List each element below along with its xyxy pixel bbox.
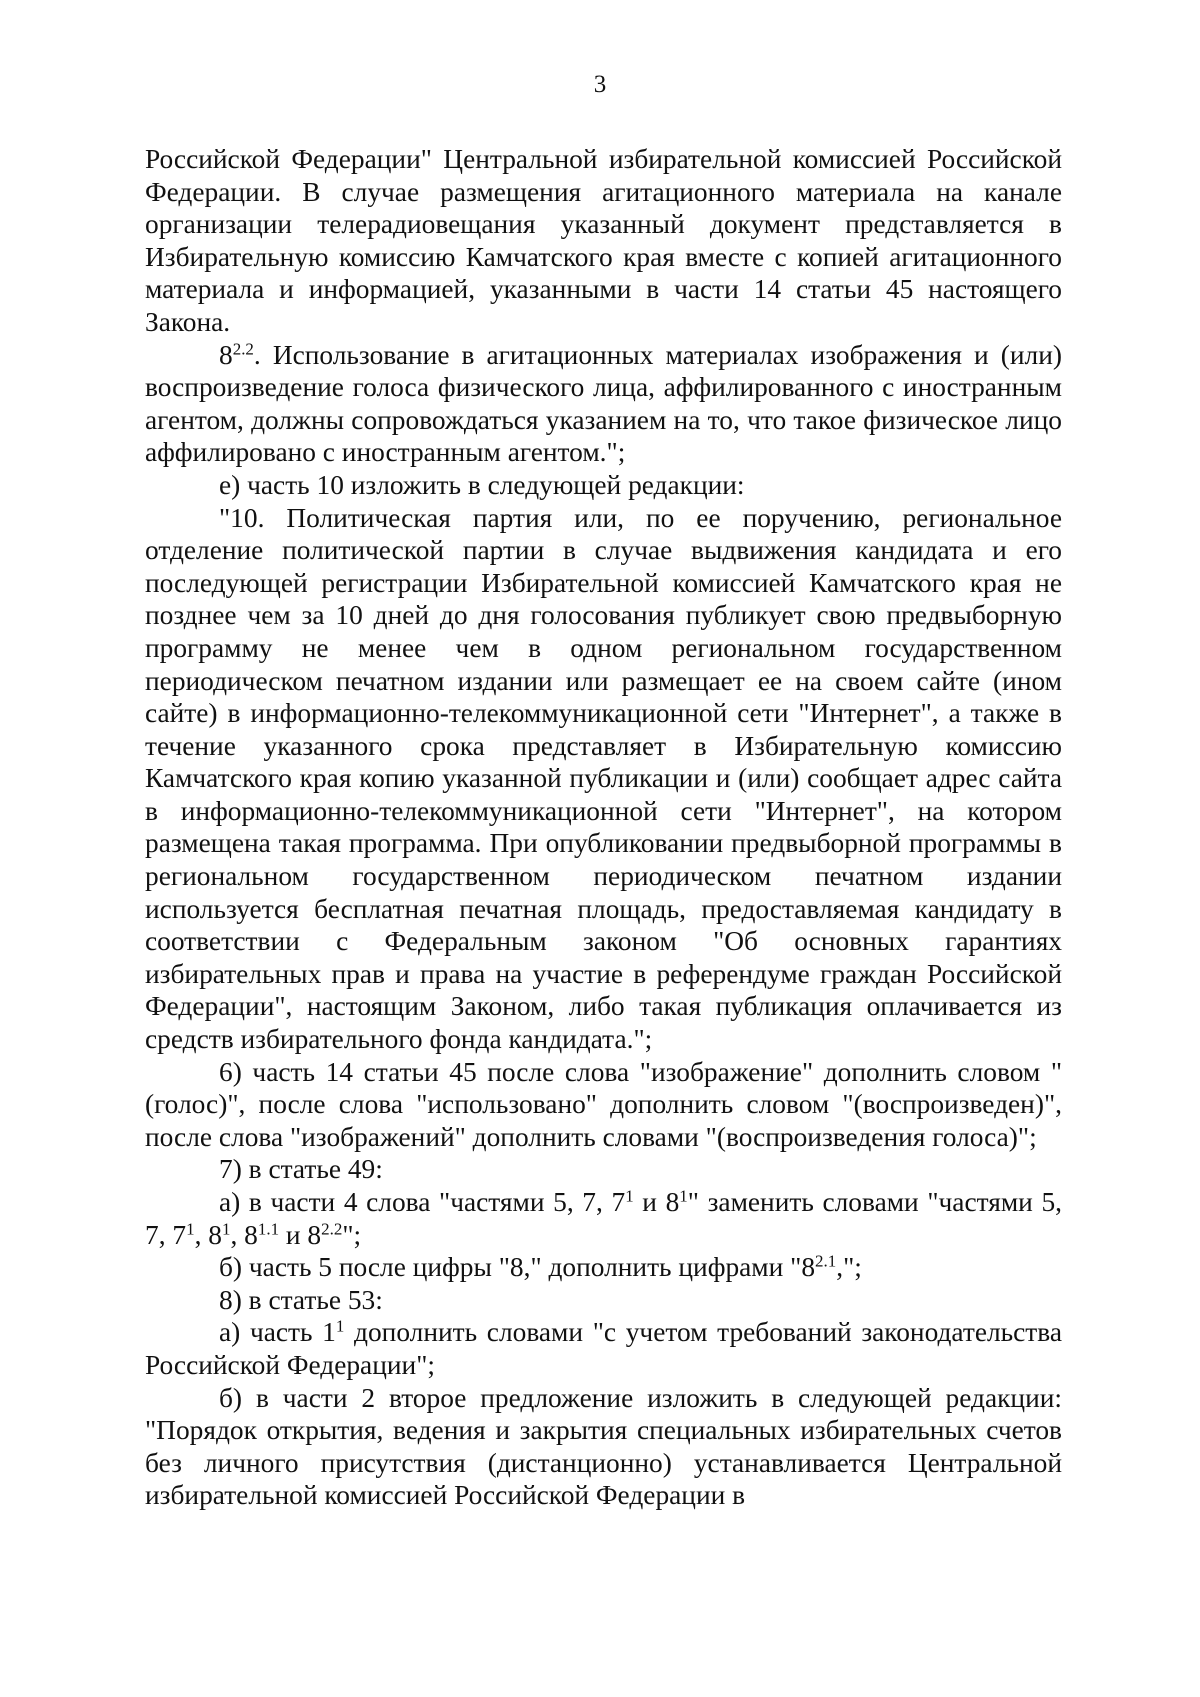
- paragraph: [145, 143, 1062, 339]
- text-run: . Использование в агитационных материалах изображения и (или) воспроизведение голоса физического лица, аффилированного с иностранным агентом, должны сопровождаться указанием на то, что такое физическое лицо аффилировано с иностранным агентом.";: [145, 339, 1062, 468]
- text-run: ";: [342, 1219, 362, 1250]
- text-run: дополнить словами "с учетом требований законодательства Российской Федерации";: [145, 1317, 1062, 1380]
- superscript-index: 1: [679, 1186, 688, 1206]
- text-run: "10. Политическая партия или, по ее поручению, региональное отделение политической партии в случае выдвижения кандидата и его последующей регистрации Избирательной комиссией Камчатского края не позднее чем за 10 дней до дня голосования публикует свою предвыборную программу не менее чем в одном региональном государственном периодическом печатном издании или размещает ее на своем сайте (ином сайте) в информационно-телекоммуникационной сети "Интернет", а также в течение указанного срока представляет в Избирательную комиссию Камчатского края копию указанной публикации и (или) сообщает адрес сайта в информационно-телекоммуникационной сети "Интернет", на котором размещена такая программа. При опубликовании предвыборной программы в региональном государственном периодическом печатном издании используется бесплатная печатная площадь, предоставляемая кандидату в соответствии с Федеральным законом "Об основных гарантиях избирательных прав и права на участие в референдуме граждан Российской Федерации", настоящим Законом, либо такая публикация оплачивается из средств избирательного фонда кандидата.";: [145, 502, 1062, 1055]
- paragraph: [145, 1056, 1062, 1154]
- text-run: , 8: [230, 1219, 258, 1250]
- paragraph: [145, 1186, 1062, 1251]
- document-body: [145, 143, 1062, 1512]
- paragraph: [145, 339, 1062, 469]
- text-run: 8: [219, 339, 233, 370]
- text-run: Российской Федерации" Центральной избирательной комиссией Российской Федерации. В случае размещения агитационного материала на канале организации телерадиовещания указанный документ представляется в Избирательную комиссию Камчатского края вместе с копией агитационного материала и информацией, указанными в части 14 статьи 45 настоящего Закона.: [145, 144, 1062, 337]
- page-number: 3: [593, 71, 607, 98]
- text-run: б) часть 5 после цифры "8," дополнить цифрами "8: [219, 1252, 816, 1283]
- text-run: и 8: [279, 1219, 322, 1250]
- paragraph: [145, 469, 1062, 502]
- superscript-index: 2.2: [321, 1219, 343, 1239]
- paragraph: [145, 1382, 1062, 1512]
- paragraph: [145, 1251, 1062, 1284]
- text-run: " заменить словами "частями 5, 7, 7: [145, 1187, 1062, 1250]
- text-run: а) в части 4 слова "частями 5, 7, 7: [219, 1187, 626, 1217]
- text-run: е) часть 10 изложить в следующей редакции:: [219, 469, 745, 500]
- text-run: 6) часть 14 статьи 45 после слова "изображение" дополнить словом "(голос)", после слова "использовано" дополнить словом "(воспроизведен)", после слова "изображений" дополнить словами "(воспроизведения голоса)";: [145, 1056, 1062, 1152]
- superscript-index: 1.1: [257, 1219, 280, 1239]
- text-run: 8) в статье 53:: [219, 1284, 383, 1315]
- superscript-index: 2.1: [815, 1251, 837, 1271]
- paragraph: [145, 502, 1062, 1056]
- text-run: б) в части 2 второе предложение изложить в следующей редакции: "Порядок открытия, ведения и закрытия специальных избирательных счетов без личного присутствия (дистанционно) устанавливается Центральной избирательной комиссией Российской Федерации в: [145, 1382, 1062, 1511]
- superscript-index: 1: [335, 1317, 345, 1337]
- superscript-index: 1: [221, 1219, 231, 1239]
- superscript-index: 1: [186, 1219, 195, 1239]
- paragraph: [145, 1284, 1062, 1317]
- text-run: , 8: [194, 1219, 222, 1250]
- superscript-index: 2.2: [232, 339, 254, 359]
- text-run: 7) в статье 49:: [219, 1154, 383, 1185]
- text-run: а) часть 1: [219, 1317, 336, 1348]
- paragraph: [145, 1153, 1062, 1186]
- text-run: и 8: [633, 1187, 680, 1217]
- paragraph: [145, 1316, 1062, 1381]
- superscript-index: 1: [625, 1186, 634, 1206]
- text-run: ,";: [836, 1252, 862, 1283]
